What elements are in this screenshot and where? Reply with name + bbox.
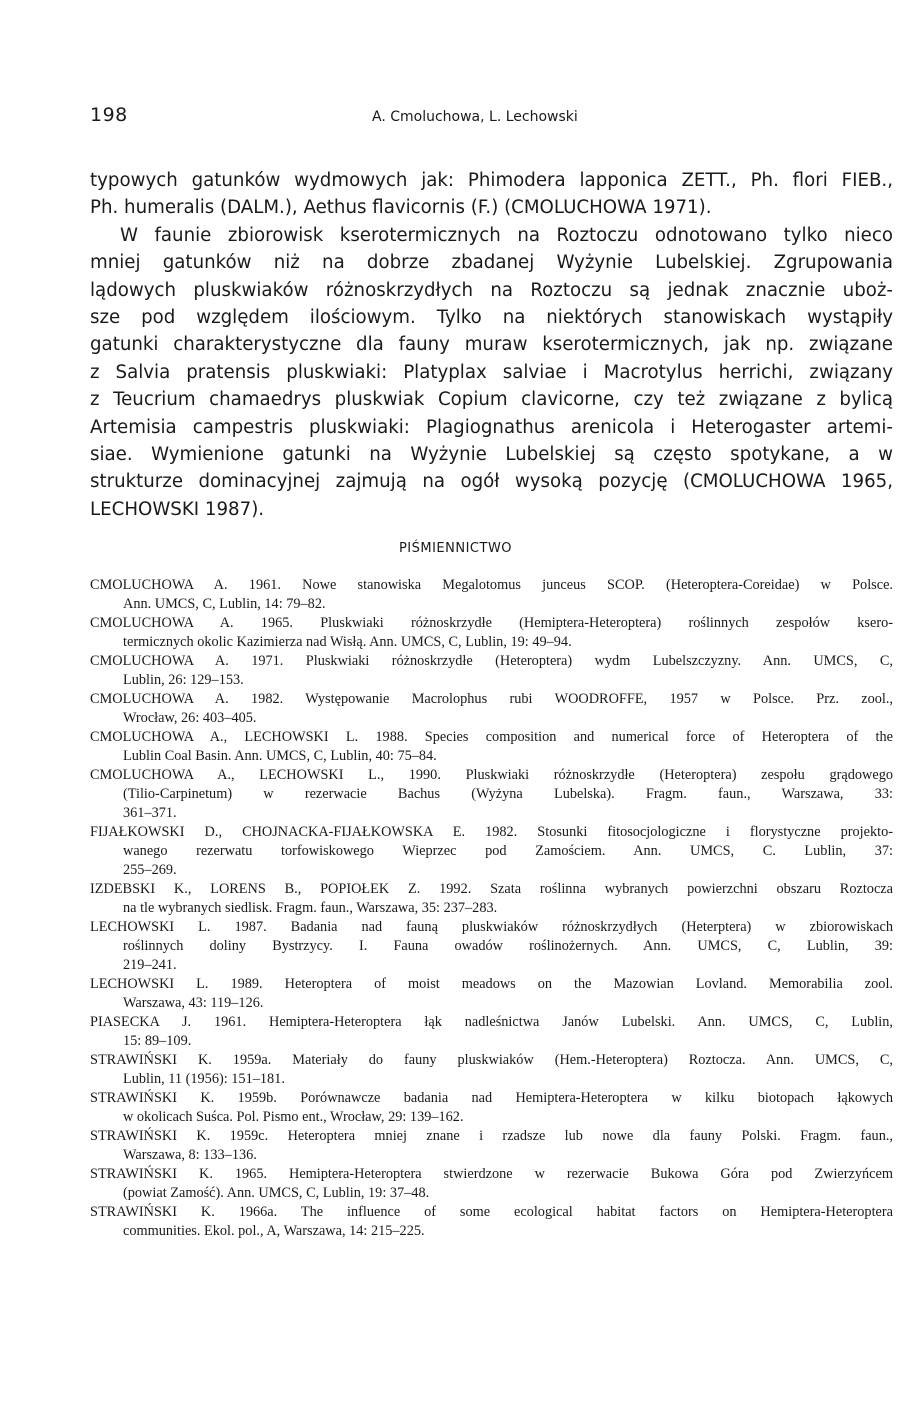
reference-entry (90, 690, 893, 728)
reference-line: 219–241. (123, 957, 177, 973)
reference-entry (90, 918, 893, 975)
reference-entry (90, 1127, 893, 1165)
section-title: PIŚMIENNICTWO (398, 541, 513, 556)
body-line: typowych gatunków wydmowych jak: Phimodera lapponica ZETT., Ph. flori FIEB., (90, 170, 893, 191)
reference-line: (powiat Zamość). Ann. UMCS, C, Lublin, 19: 37–48. (123, 1185, 430, 1201)
reference-line: STRAWIŃSKI K. 1959c. Heteroptera mniej znane i rzadsze lub nowe dla fauny Polski. Fragm. faun., (90, 1128, 893, 1144)
reference-line: FIJAŁKOWSKI D., CHOJNACKA-FIJAŁKOWSKA E. 1982. Stosunki fitosocjologiczne i florystyczne projekto- (90, 824, 893, 840)
reference-line: communities. Ekol. pol., A, Warszawa, 14: 215–225. (123, 1223, 425, 1239)
reference-line: w okolicach Suśca. Pol. Pismo ent., Wrocław, 29: 139–162. (123, 1109, 464, 1125)
reference-line: Lublin Coal Basin. Ann. UMCS, C, Lublin, 40: 75–84. (123, 748, 437, 764)
reference-line: STRAWIŃSKI K. 1965. Hemiptera-Heteroptera stwierdzone w rezerwacie Bukowa Góra pod Zwierzyńcem (90, 1166, 893, 1182)
reference-line: CMOLUCHOWA A., LECHOWSKI L., 1990. Pluskwiaki różnoskrzydłe (Heteroptera) zespołu grądowego (90, 767, 893, 783)
body-line: strukturze dominacyjnej zajmują na ogół wysoką pozycję (CMOLUCHOWA 1965, (90, 471, 893, 493)
body-line: z Teucrium chamaedrys pluskwiak Copium clavicorne, czy też związane z bylicą (90, 389, 893, 411)
reference-line: na tle wybranych siedlisk. Fragm. faun., Warszawa, 35: 237–283. (123, 900, 498, 916)
reference-line: 255–269. (123, 862, 177, 878)
reference-entry (90, 728, 893, 766)
reference-line: CMOLUCHOWA A. 1971. Pluskwiaki różnoskrzydłe (Heteroptera) wydm Lubelszczyzny. Ann. UMCS, C, (90, 653, 893, 669)
reference-line: 15: 89–109. (123, 1033, 192, 1049)
reference-entry (90, 1013, 893, 1051)
reference-entry (90, 1089, 893, 1127)
reference-line: roślinnych doliny Bystrzycy. I. Fauna owadów roślinożernych. Ann. UMCS, C, Lublin, 39: (123, 938, 893, 954)
body-line: LECHOWSKI 1987). (90, 498, 265, 520)
body-paragraph (90, 167, 893, 523)
reference-line: STRAWIŃSKI K. 1966a. The influence of some ecological habitat factors on Hemiptera-Heteroptera (90, 1204, 893, 1220)
reference-entry (90, 1203, 893, 1241)
reference-line: IZDEBSKI K., LORENS B., POPIOŁEK Z. 1992. Szata roślinna wybranych powierzchni obszaru Roztocza (90, 881, 893, 897)
body-line: z Salvia pratensis pluskwiaki: Platyplax salviae i Macrotylus herrichi, związany (90, 361, 893, 383)
reference-line: wanego rezerwatu torfowiskowego Wieprzec pod Zamościem. Ann. UMCS, C. Lublin, 37: (123, 843, 893, 859)
reference-line: CMOLUCHOWA A., LECHOWSKI L. 1988. Species composition and numerical force of Heteroptera of the (90, 729, 893, 745)
reference-line: Warszawa, 8: 133–136. (123, 1147, 257, 1163)
reference-line: Lublin, 26: 129–153. (123, 672, 244, 688)
running-head: A. Cmoluchowa, L. Lechowski (372, 109, 578, 125)
reference-line: Lublin, 11 (1956): 151–181. (123, 1071, 285, 1087)
reference-entry (90, 766, 893, 823)
reference-entry (90, 823, 893, 880)
reference-line: (Tilio-Carpinetum) w rezerwacie Bachus (Wyżyna Lubelska). Fragm. faun., Warszawa, 33: (123, 786, 893, 802)
reference-entry (90, 880, 893, 918)
reference-line: LECHOWSKI L. 1989. Heteroptera of moist meadows on the Mazowian Lovland. Memorabilia zool. (90, 976, 893, 992)
reference-list (90, 576, 893, 1241)
reference-line: STRAWIŃSKI K. 1959b. Porównawcze badania nad Hemiptera-Heteroptera w kilku biotopach łąkowych (90, 1090, 893, 1106)
reference-line: LECHOWSKI L. 1987. Badania nad fauną pluskwiaków różnoskrzydłych (Heterptera) w zbiorowiskach (90, 919, 893, 935)
body-line: mniej gatunków niż na dobrze zbadanej Wyżynie Lubelskiej. Zgrupowania (90, 252, 893, 274)
body-line: Ph. humeralis (DALM.), Aethus flavicornis (F.) (CMOLUCHOWA 1971). (90, 197, 712, 219)
reference-line: CMOLUCHOWA A. 1965. Pluskwiaki różnoskrzydłe (Hemiptera-Heteroptera) roślinnych zespołów ksero- (90, 615, 893, 631)
page-number: 198 (90, 104, 128, 126)
reference-line: CMOLUCHOWA A. 1982. Występowanie Macrolophus rubi WOODROFFE, 1957 w Polsce. Prz. zool., (90, 691, 893, 707)
body-line: W faunie zbiorowisk kserotermicznych na Roztoczu odnotowano tylko nieco (120, 224, 893, 246)
body-line: sze pod względem ilościowym. Tylko na niektórych stanowiskach wystąpiły (90, 306, 893, 328)
body-line: Artemisia campestris pluskwiaki: Plagiognathus arenicola i Heterogaster artemi- (90, 416, 893, 438)
reference-entry (90, 1165, 893, 1203)
body-line: lądowych pluskwiaków różnoskrzydłych na Roztoczu są jednak znacznie uboż- (90, 279, 893, 301)
reference-entry (90, 576, 893, 614)
reference-line: termicznych okolic Kazimierza nad Wisłą. Ann. UMCS, C, Lublin, 19: 49–94. (123, 634, 572, 650)
reference-line: 361–371. (123, 805, 177, 821)
reference-line: CMOLUCHOWA A. 1961. Nowe stanowiska Megalotomus junceus SCOP. (Heteroptera-Coreidae) w Polsce. (90, 577, 893, 593)
reference-line: PIASECKA J. 1961. Hemiptera-Heteroptera łąk nadleśnictwa Janów Lubelski. Ann. UMCS, C, Lublin, (90, 1014, 893, 1030)
reference-entry (90, 975, 893, 1013)
page-header (90, 104, 890, 132)
body-line: gatunki charakterystyczne dla fauny muraw kserotermicznych, jak np. związane (90, 334, 893, 356)
body-line: siae. Wymienione gatunki na Wyżynie Lubelskiej są często spotykane, a w (90, 443, 893, 465)
reference-entry (90, 614, 893, 652)
reference-line: STRAWIŃSKI K. 1959a. Materiały do fauny pluskwiaków (Hem.-Heteroptera) Roztocza. Ann. UMCS, C, (90, 1052, 893, 1068)
reference-entry (90, 652, 893, 690)
reference-line: Ann. UMCS, C, Lublin, 14: 79–82. (123, 596, 326, 612)
reference-entry (90, 1051, 893, 1089)
reference-line: Wrocław, 26: 403–405. (123, 710, 257, 726)
reference-line: Warszawa, 43: 119–126. (123, 995, 264, 1011)
